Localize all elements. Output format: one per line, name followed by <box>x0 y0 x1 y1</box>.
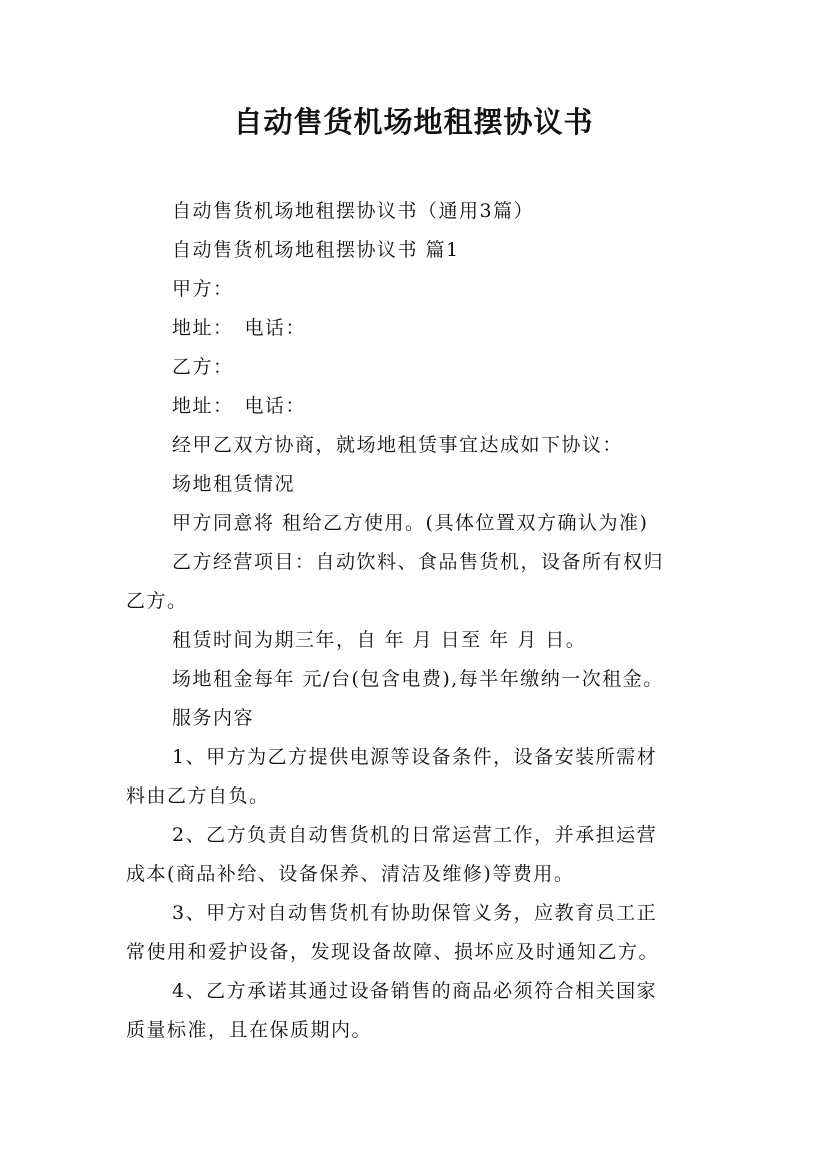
paragraph-line: 质量标准，且在保质期内。 <box>126 1019 373 1041</box>
paragraph-line: 4、乙方承诺其通过设备销售的商品必须符合相关国家 <box>172 980 658 1002</box>
document-title: 自动售货机场地租摆协议书 <box>233 105 594 139</box>
paragraph-line: 2、乙方负责自动售货机的日常运营工作，并承担运营 <box>172 824 658 846</box>
paragraph-line: 甲方同意将 租给乙方使用。(具体位置双方确认为准) <box>172 512 649 534</box>
paragraph-line: 乙方。 <box>126 590 188 612</box>
clause-heading-lease: 场地租赁情况 <box>172 473 296 495</box>
agreement-intro: 经甲乙双方协商，就场地租赁事宜达成如下协议： <box>172 434 624 456</box>
party-b-address-phone: 地址： 电话： <box>172 395 307 417</box>
party-a-label: 甲方： <box>172 278 234 300</box>
document-body <box>126 192 704 1050</box>
paragraph-line: 租赁时间为期三年，自 年 月 日至 年 月 日。 <box>172 629 587 651</box>
party-a-address-phone: 地址： 电话： <box>172 317 307 339</box>
party-b-label: 乙方： <box>172 356 234 378</box>
section-heading: 自动售货机场地租摆协议书 篇1 <box>172 239 460 261</box>
paragraph-line: 乙方经营项目：自动饮料、食品售货机，设备所有权归 <box>172 551 665 573</box>
subtitle-line: 自动售货机场地租摆协议书（通用3篇） <box>172 200 535 222</box>
paragraph-line: 常使用和爱护设备，发现设备故障、损坏应及时通知乙方。 <box>126 941 660 963</box>
paragraph-line: 料由乙方自负。 <box>126 785 270 807</box>
paragraph-line: 1、甲方为乙方提供电源等设备条件，设备安装所需材 <box>172 746 658 768</box>
paragraph-line: 成本(商品补给、设备保养、清洁及维修)等费用。 <box>126 863 575 885</box>
paragraph-line: 3、甲方对自动售货机有协助保管义务，应教育员工正 <box>172 902 658 924</box>
paragraph-line: 场地租金每年 元/台(包含电费),每半年缴纳一次租金。 <box>172 668 664 690</box>
clause-heading-service: 服务内容 <box>172 707 255 729</box>
